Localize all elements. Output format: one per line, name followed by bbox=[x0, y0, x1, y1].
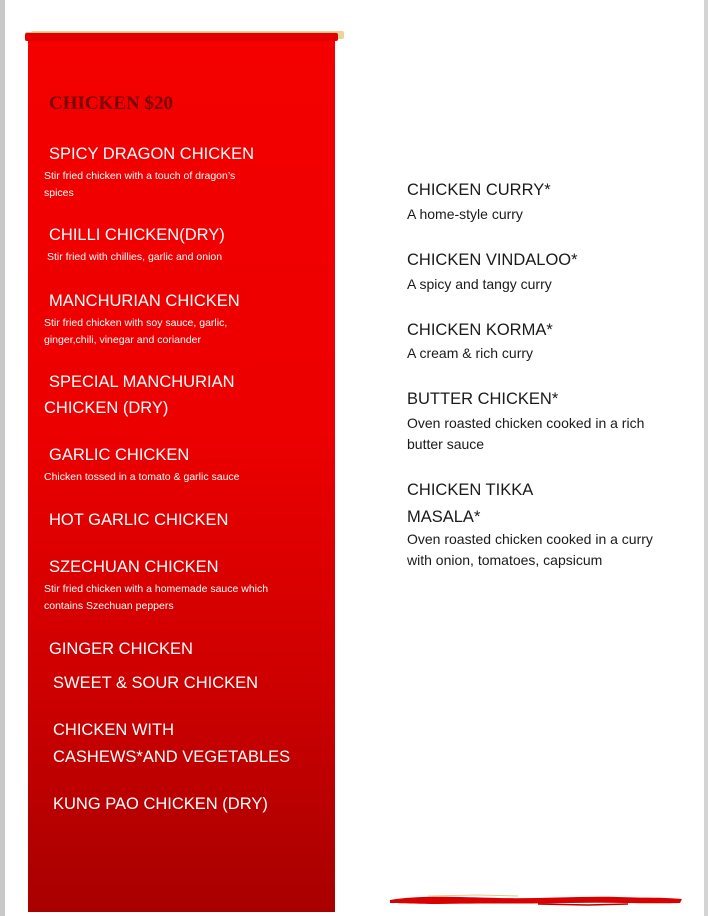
menu-item-name-kung-pao: KUNG PAO CHICKEN (DRY) bbox=[53, 795, 268, 813]
menu-item-desc-manchurian-2: ginger,chili, vinegar and coriander bbox=[44, 334, 202, 346]
menu-item-desc-szechuan-1: Stir fried chicken with a homemade sauce which bbox=[44, 583, 269, 595]
menu-item-name-korma: CHICKEN KORMA* bbox=[407, 321, 553, 339]
menu-item-name-special-manchurian-1: SPECIAL MANCHURIAN bbox=[49, 373, 235, 391]
menu-item-name-chicken-curry: CHICKEN CURRY* bbox=[407, 181, 551, 199]
menu-item-name-tikka-masala-2: MASALA* bbox=[407, 508, 481, 526]
menu-item-desc-garlic-chicken: Chicken tossed in a tomato & garlic sauce bbox=[44, 471, 240, 483]
menu-item-desc-spicy-dragon-1: Stir fried chicken with a touch of dragon’s bbox=[44, 170, 236, 182]
menu-item-desc-chicken-curry: A home-style curry bbox=[407, 206, 523, 222]
page-edge-right bbox=[704, 0, 708, 916]
menu-item-name-vindaloo: CHICKEN VINDALOO* bbox=[407, 251, 578, 269]
menu-item-desc-chilli-chicken: Stir fried with chillies, garlic and onion bbox=[47, 251, 223, 263]
menu-item-desc-vindaloo: A spicy and tangy curry bbox=[407, 276, 552, 292]
menu-item-desc-tikka-masala-2: with onion, tomatoes, capsicum bbox=[407, 552, 603, 568]
menu-item-name-manchurian: MANCHURIAN CHICKEN bbox=[49, 292, 240, 310]
menu-item-name-spicy-dragon: SPICY DRAGON CHICKEN bbox=[49, 145, 255, 163]
menu-item-name-szechuan: SZECHUAN CHICKEN bbox=[49, 558, 219, 576]
menu-item-name-tikka-masala-1: CHICKEN TIKKA bbox=[407, 481, 534, 499]
menu-item-desc-spicy-dragon-2: spices bbox=[44, 187, 74, 199]
menu-item-name-chilli-chicken: CHILLI CHICKEN(DRY) bbox=[49, 226, 225, 244]
menu-item-desc-korma: A cream & rich curry bbox=[407, 345, 534, 361]
menu-item-desc-tikka-masala-1: Oven roasted chicken cooked in a curry bbox=[407, 531, 653, 547]
menu-item-desc-butter-chicken-1: Oven roasted chicken cooked in a rich bbox=[407, 415, 645, 431]
page-edge-left bbox=[0, 0, 5, 916]
section-title-chicken: CHICKEN $20 bbox=[49, 93, 174, 114]
menu-item-name-hot-garlic: HOT GARLIC CHICKEN bbox=[49, 511, 229, 529]
red-brush-stroke-decoration bbox=[388, 891, 684, 907]
menu-item-name-special-manchurian-2: CHICKEN (DRY) bbox=[44, 399, 169, 417]
menu-item-name-cashews-2: CASHEWS*AND VEGETABLES bbox=[53, 748, 291, 766]
menu-item-desc-manchurian-1: Stir fried chicken with soy sauce, garlic, bbox=[44, 317, 228, 329]
menu-item-name-ginger: GINGER CHICKEN bbox=[49, 640, 193, 658]
menu-item-name-garlic-chicken: GARLIC CHICKEN bbox=[49, 446, 190, 464]
menu-item-name-sweet-sour: SWEET & SOUR CHICKEN bbox=[53, 674, 259, 692]
menu-item-name-cashews-1: CHICKEN WITH bbox=[53, 721, 174, 739]
menu-item-desc-butter-chicken-2: butter sauce bbox=[407, 436, 485, 452]
menu-item-name-butter-chicken: BUTTER CHICKEN* bbox=[407, 390, 559, 408]
menu-item-desc-szechuan-2: contains Szechuan peppers bbox=[44, 600, 174, 612]
